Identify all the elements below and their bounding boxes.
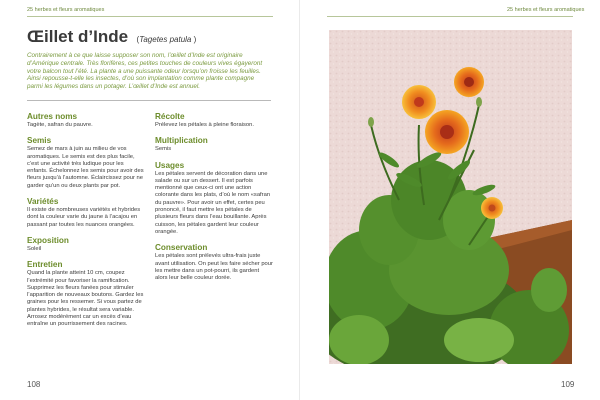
section-body: Les pétales sont prélevés ultra-frais juste avant utilisation. On peut les faire sécher pour les mettre dans un pot-pourri, ils gardent alors leur belle couleur dorée. xyxy=(155,253,273,282)
section-body: Quand la plante atteint 10 cm, coupez l’extrémité pour favoriser la ramification. Supprimez les fleurs fanées pour stimuler l’apparition de nouveaux boutons. Gardez les graines pour les ressemer. Si vous partez de plantes hybrides, le résultat sera variable. Arrosez modérément car un excès d’eau entraîne un pourrissement des racines. xyxy=(27,270,144,328)
section-exposition xyxy=(27,236,145,253)
section-semis xyxy=(27,136,145,190)
intro-paragraph: Contrairement à ce que laisse supposer son nom, l’œillet d’Inde est originaire d’Amérique centrale. Très florifères, ces petites touches de couleurs vives égayeront votre balcon tout l’été. La plante a une puissante odeur lorsqu’on froisse les feuilles. Ainsi repousse-t-elle les insectes, d’où son implantation comme plante compagne parmi les légumes dans un potager. L’œillet d’Inde est annuel. xyxy=(27,52,263,91)
marigold-flower xyxy=(425,110,469,154)
section-heading: Récolte xyxy=(155,112,185,121)
latin-open-paren: ( xyxy=(136,35,140,44)
section-usages xyxy=(155,161,273,237)
intro-divider xyxy=(27,100,271,101)
header-rule-right xyxy=(327,16,573,17)
running-head-right: 25 herbes et fleurs aromatiques xyxy=(507,7,585,13)
section-body: Tagète, safran du pauvre. xyxy=(27,122,93,128)
marigold-photo xyxy=(329,30,572,364)
section-body: Soleil xyxy=(27,245,42,252)
section-autres-noms xyxy=(27,112,145,129)
section-recolte xyxy=(155,112,273,129)
marigold-flower xyxy=(481,197,503,219)
section-heading: Entretien xyxy=(27,260,63,270)
section-body: Il existe de nombreuses variétés et hybrides dont la couleur varie du jaune à l’acajou en passant par toutes les nuances orangées. xyxy=(27,207,141,228)
right-page xyxy=(300,0,600,400)
section-body: Les pétales servent de décoration dans une salade ou sur un dessert. Il est parfois mentionné que ceux-ci ont une action colorante dans les plats, d’où le nom «safran du pauvre». Pour avoir un effet, certes peu prononcé, il faut mettre les pétales de plusieurs fleurs dans l’eau bouillante. Après cuisson, les pétales gardent leur couleur orangée. xyxy=(155,170,271,235)
latin-close-paren: ) xyxy=(193,35,197,44)
section-heading: Autres noms xyxy=(27,112,78,121)
section-heading: Exposition xyxy=(27,235,69,245)
section-entretien xyxy=(27,260,145,328)
latin-name: Tagetes patula xyxy=(139,35,192,44)
section-multiplication xyxy=(155,136,273,153)
section-body: Semis xyxy=(155,146,172,153)
page-number-right: 109 xyxy=(561,380,575,389)
page-title: Œillet d’Inde xyxy=(27,27,129,46)
running-head-left: 25 herbes et fleurs aromatiques xyxy=(27,7,105,13)
section-varietes xyxy=(27,197,145,229)
right-column xyxy=(155,112,273,289)
latin-name-wrap xyxy=(137,35,197,44)
section-heading: Conservation xyxy=(155,243,208,253)
marigold-flower xyxy=(454,67,484,97)
left-column xyxy=(27,112,145,336)
section-heading: Variétés xyxy=(27,197,59,207)
section-body: Prélevez les pétales à pleine floraison. xyxy=(155,122,254,128)
section-heading: Semis xyxy=(27,136,52,146)
header-rule-left xyxy=(27,16,273,17)
section-heading: Multiplication xyxy=(155,136,208,146)
section-conservation xyxy=(155,243,273,282)
marigold-flower xyxy=(402,85,436,119)
page-number-left: 108 xyxy=(27,380,41,389)
section-heading: Usages xyxy=(155,160,185,170)
title-row xyxy=(27,27,273,47)
section-body: Semez de mars à juin au milieu de vos aromatiques. Le semis est des plus facile, c’est une activité très ludique pour les enfants. Échelonnez les semis pour avoir des fleurs jusqu’à l’automne. Éclaircissez pour ne garder qu’un ou deux plants par pot. xyxy=(27,146,144,189)
